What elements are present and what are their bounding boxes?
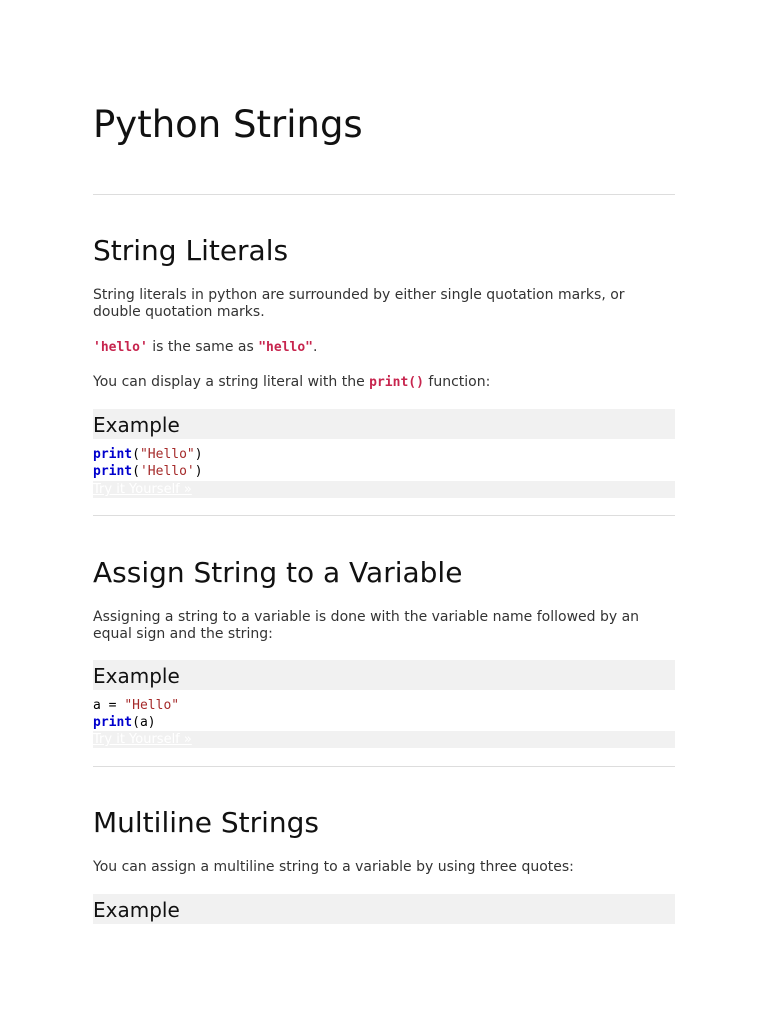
code-line: print(a) (93, 715, 156, 730)
try-it-bar (93, 731, 675, 748)
code-line: print("Hello") (93, 447, 203, 462)
code-line: print('Hello') (93, 464, 203, 479)
same-as-text: is the same as (147, 339, 259, 355)
code-block (93, 697, 179, 731)
inline-code-print: print() (369, 375, 424, 390)
divider (93, 194, 675, 195)
display-text-before: You can display a string literal with the (93, 374, 370, 390)
example-header (93, 409, 675, 439)
example-label: Example (93, 664, 180, 688)
try-it-bar (93, 481, 675, 498)
code-block (93, 446, 203, 480)
page-title: Python Strings (93, 103, 363, 146)
same-as-line (93, 339, 675, 356)
example-header (93, 894, 675, 924)
inline-code-single: 'hello' (93, 340, 148, 355)
divider (93, 766, 675, 767)
inline-code-double: "hello" (258, 340, 314, 355)
section-heading-multiline-strings: Multiline Strings (93, 806, 320, 839)
section-paragraph: Assigning a string to a variable is done with the variable name followed by an equal sign and the string: (93, 609, 640, 642)
try-it-yourself-link[interactable]: Try it Yourself » (93, 482, 192, 497)
same-as-end: . (313, 339, 318, 355)
section-paragraph: String literals in python are surrounded by either single quotation marks, or double quotation marks. (93, 287, 625, 320)
example-label: Example (93, 413, 180, 437)
display-text-after: function: (423, 374, 491, 390)
section-heading-assign-string: Assign String to a Variable (93, 556, 463, 589)
code-line: a = "Hello" (93, 698, 180, 713)
example-label: Example (93, 898, 180, 922)
display-line (93, 374, 675, 391)
section-heading-string-literals: String Literals (93, 234, 289, 267)
section-paragraph: You can assign a multiline string to a variable by using three quotes: (93, 859, 574, 875)
divider (93, 515, 675, 516)
try-it-yourself-link[interactable]: Try it Yourself » (93, 732, 192, 747)
example-header (93, 660, 675, 690)
